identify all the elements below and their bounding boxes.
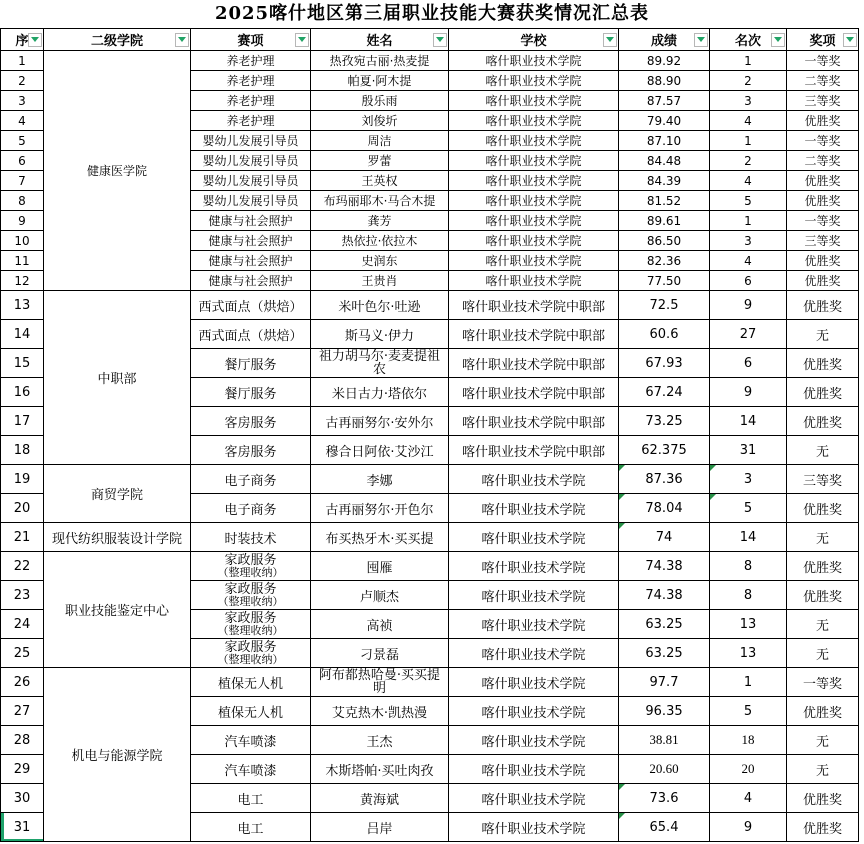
- column-header-label: 名次: [734, 34, 761, 49]
- column-header-college: [44, 29, 191, 51]
- cell-school[interactable]: 喀什职业技术学院: [449, 581, 619, 610]
- cell-event[interactable]: 婴幼儿发展引导员: [191, 151, 311, 171]
- number-stored-as-text-mark: [619, 465, 625, 471]
- number-stored-as-text-mark: [619, 813, 625, 819]
- cell-name[interactable]: 周洁: [311, 131, 449, 151]
- cell-row-number[interactable]: 12: [1, 271, 44, 291]
- cell-award[interactable]: 无: [787, 755, 859, 784]
- cell-name[interactable]: 刁景磊: [311, 639, 449, 668]
- cell-award[interactable]: 优胜奖: [787, 271, 859, 291]
- cell-school[interactable]: 喀什职业技术学院: [449, 465, 619, 494]
- cell-rank[interactable]: 8: [710, 581, 787, 610]
- cell-school[interactable]: 喀什职业技术学院: [449, 813, 619, 842]
- cell-rank[interactable]: 5: [710, 191, 787, 211]
- cell-school[interactable]: 喀什职业技术学院: [449, 755, 619, 784]
- cell-row-number[interactable]: 27: [1, 697, 44, 726]
- number-stored-as-text-mark: [619, 784, 625, 790]
- cell-event[interactable]: 西式面点（烘焙）: [191, 320, 311, 349]
- cell-award[interactable]: 二等奖: [787, 151, 859, 171]
- cell-event[interactable]: [191, 610, 311, 639]
- cell-name[interactable]: 热依拉·依拉木: [311, 231, 449, 251]
- cell-row-number[interactable]: 25: [1, 639, 44, 668]
- cell-score[interactable]: 67.93: [619, 349, 710, 378]
- cell-rank[interactable]: 4: [710, 111, 787, 131]
- cell-award[interactable]: 二等奖: [787, 71, 859, 91]
- cell-award[interactable]: 优胜奖: [787, 171, 859, 191]
- cell-row-number[interactable]: 19: [1, 465, 44, 494]
- cell-school[interactable]: 喀什职业技术学院: [449, 668, 619, 697]
- cell-school[interactable]: 喀什职业技术学院: [449, 111, 619, 131]
- cell-row-number[interactable]: 4: [1, 111, 44, 131]
- header-row: [1, 29, 859, 51]
- cell-event[interactable]: 婴幼儿发展引导员: [191, 131, 311, 151]
- cell-score[interactable]: 78.04: [619, 494, 710, 523]
- cell-score[interactable]: 87.36: [619, 465, 710, 494]
- column-header-label: 奖项: [809, 34, 836, 49]
- event-line1: 家政服务: [224, 582, 277, 597]
- event-line1: 家政服务: [224, 640, 277, 655]
- page-title: 2025喀什地区第三届职业技能大赛获奖情况汇总表: [214, 3, 650, 24]
- cell-event[interactable]: 婴幼儿发展引导员: [191, 171, 311, 191]
- cell-rank[interactable]: 1: [710, 131, 787, 151]
- cell-row-number[interactable]: 21: [1, 523, 44, 552]
- cell-event[interactable]: 养老护理: [191, 51, 311, 71]
- cell-rank[interactable]: 9: [710, 813, 787, 842]
- column-header-award: [787, 29, 859, 51]
- cell-award[interactable]: 优胜奖: [787, 111, 859, 131]
- cell-name[interactable]: 阿布都热哈曼·买买提明: [311, 668, 449, 697]
- cell-score[interactable]: 77.50: [619, 271, 710, 291]
- column-header-label: 序: [15, 34, 29, 49]
- event-line1: 家政服务: [224, 611, 277, 626]
- cell-event[interactable]: 客房服务: [191, 407, 311, 436]
- cell-award[interactable]: 无: [787, 523, 859, 552]
- cell-score[interactable]: 87.57: [619, 91, 710, 111]
- cell-rank[interactable]: 13: [710, 610, 787, 639]
- cell-rank[interactable]: 4: [710, 784, 787, 813]
- cell-score[interactable]: 88.90: [619, 71, 710, 91]
- column-header-event: [191, 29, 311, 51]
- cell-row-number[interactable]: 23: [1, 581, 44, 610]
- cell-score[interactable]: 89.61: [619, 211, 710, 231]
- event-line2: （整理收纳）: [217, 595, 284, 608]
- cell-name[interactable]: 祖力胡马尔·麦麦提祖农: [311, 349, 449, 378]
- filter-dropdown-icon: [846, 37, 854, 42]
- filter-button-name[interactable]: [433, 33, 447, 47]
- cell-award[interactable]: 优胜奖: [787, 697, 859, 726]
- cell-school[interactable]: 喀什职业技术学院: [449, 251, 619, 271]
- cell-rank[interactable]: 14: [710, 407, 787, 436]
- cell-school[interactable]: 喀什职业技术学院: [449, 523, 619, 552]
- cell-award[interactable]: 无: [787, 610, 859, 639]
- cell-award[interactable]: 优胜奖: [787, 552, 859, 581]
- cell-name[interactable]: 布玛丽耶木·马合木提: [311, 191, 449, 211]
- cell-score[interactable]: 73.25: [619, 407, 710, 436]
- column-header-name: [311, 29, 449, 51]
- cell-event[interactable]: 健康与社会照护: [191, 231, 311, 251]
- cell-score[interactable]: 63.25: [619, 610, 710, 639]
- filter-dropdown-icon: [436, 37, 444, 42]
- cell-row-number[interactable]: 14: [1, 320, 44, 349]
- cell-name[interactable]: 斯马义·伊力: [311, 320, 449, 349]
- cell-event[interactable]: 电工: [191, 813, 311, 842]
- column-header-score: [619, 29, 710, 51]
- cell-row-number[interactable]: 13: [1, 291, 44, 320]
- cell-name[interactable]: 王杰: [311, 726, 449, 755]
- awards-table: [0, 28, 859, 842]
- cell-rank[interactable]: 3: [710, 91, 787, 111]
- cell-row-number[interactable]: 26: [1, 668, 44, 697]
- cell-row-number[interactable]: 9: [1, 211, 44, 231]
- number-stored-as-text-mark: [619, 494, 625, 500]
- cell-row-number[interactable]: 8: [1, 191, 44, 211]
- cell-school[interactable]: 喀什职业技术学院: [449, 71, 619, 91]
- cell-rank[interactable]: 6: [710, 271, 787, 291]
- number-stored-as-text-mark: [710, 494, 716, 500]
- cell-name[interactable]: 热孜宛古丽·热麦提: [311, 51, 449, 71]
- cell-award[interactable]: 一等奖: [787, 51, 859, 71]
- cell-name[interactable]: 王英权: [311, 171, 449, 191]
- cell-score[interactable]: 65.4: [619, 813, 710, 842]
- cell-award[interactable]: 优胜奖: [787, 494, 859, 523]
- cell-event[interactable]: 餐厅服务: [191, 378, 311, 407]
- column-header-school: [449, 29, 619, 51]
- column-header-label: 成绩: [650, 34, 677, 49]
- cell-school[interactable]: 喀什职业技术学院中职部: [449, 436, 619, 465]
- cell-name[interactable]: 卢顺杰: [311, 581, 449, 610]
- cell-score[interactable]: 86.50: [619, 231, 710, 251]
- cell-award[interactable]: 一等奖: [787, 668, 859, 697]
- filter-dropdown-icon: [31, 37, 39, 42]
- cell-score[interactable]: 89.92: [619, 51, 710, 71]
- event-line2: （整理收纳）: [217, 653, 284, 666]
- cell-event[interactable]: 餐厅服务: [191, 349, 311, 378]
- cell-score[interactable]: 74.38: [619, 581, 710, 610]
- cell-event[interactable]: 健康与社会照护: [191, 271, 311, 291]
- cell-college[interactable]: 健康医学院: [44, 51, 191, 291]
- cell-award[interactable]: 三等奖: [787, 91, 859, 111]
- cell-rank[interactable]: 20: [710, 755, 787, 784]
- cell-name[interactable]: 刘俊圻: [311, 111, 449, 131]
- filter-dropdown-icon: [606, 37, 614, 42]
- cell-award[interactable]: 优胜奖: [787, 378, 859, 407]
- number-stored-as-text-mark: [710, 465, 716, 471]
- cell-event[interactable]: 电子商务: [191, 465, 311, 494]
- cell-row-number[interactable]: 18: [1, 436, 44, 465]
- cell-row-number[interactable]: 1: [1, 51, 44, 71]
- cell-row-number[interactable]: 20: [1, 494, 44, 523]
- cell-rank[interactable]: 27: [710, 320, 787, 349]
- cell-score[interactable]: 74.38: [619, 552, 710, 581]
- cell-school[interactable]: 喀什职业技术学院: [449, 211, 619, 231]
- cell-row-number[interactable]: 24: [1, 610, 44, 639]
- filter-button-score[interactable]: [694, 33, 708, 47]
- cell-row-number[interactable]: 31: [1, 813, 44, 842]
- cell-row-number[interactable]: 22: [1, 552, 44, 581]
- cell-score[interactable]: 67.24: [619, 378, 710, 407]
- cell-name[interactable]: 李娜: [311, 465, 449, 494]
- cell-name[interactable]: 米叶色尔·吐逊: [311, 291, 449, 320]
- cell-name[interactable]: 古再丽努尔·安外尔: [311, 407, 449, 436]
- cell-school[interactable]: 喀什职业技术学院中职部: [449, 378, 619, 407]
- table-row: [1, 552, 859, 581]
- cell-event[interactable]: 婴幼儿发展引导员: [191, 191, 311, 211]
- filter-button-no[interactable]: [28, 33, 42, 47]
- cell-event[interactable]: 植保无人机: [191, 697, 311, 726]
- cell-rank[interactable]: 2: [710, 151, 787, 171]
- cell-event[interactable]: 养老护理: [191, 91, 311, 111]
- cell-school[interactable]: 喀什职业技术学院: [449, 494, 619, 523]
- cell-award[interactable]: 优胜奖: [787, 407, 859, 436]
- cell-event[interactable]: 养老护理: [191, 111, 311, 131]
- cell-rank[interactable]: 3: [710, 465, 787, 494]
- cell-rank[interactable]: 1: [710, 668, 787, 697]
- cell-name[interactable]: 艾克热木·凯热漫: [311, 697, 449, 726]
- cell-rank[interactable]: 14: [710, 523, 787, 552]
- cell-score[interactable]: 79.40: [619, 111, 710, 131]
- table-row: [1, 291, 859, 320]
- cell-rank[interactable]: 9: [710, 291, 787, 320]
- cell-row-number[interactable]: 3: [1, 91, 44, 111]
- cell-row-number[interactable]: 2: [1, 71, 44, 91]
- column-header-label: 赛项: [237, 34, 264, 49]
- cell-rank[interactable]: 4: [710, 171, 787, 191]
- cell-row-number[interactable]: 10: [1, 231, 44, 251]
- filter-button-rank[interactable]: [771, 33, 785, 47]
- cell-score[interactable]: 20.60: [619, 755, 710, 784]
- cell-event[interactable]: 养老护理: [191, 71, 311, 91]
- cell-school[interactable]: 喀什职业技术学院: [449, 639, 619, 668]
- cell-school[interactable]: 喀什职业技术学院: [449, 131, 619, 151]
- cell-rank[interactable]: 18: [710, 726, 787, 755]
- cell-score[interactable]: 38.81: [619, 726, 710, 755]
- cell-event[interactable]: 健康与社会照护: [191, 251, 311, 271]
- cell-score[interactable]: 87.10: [619, 131, 710, 151]
- cell-rank[interactable]: 13: [710, 639, 787, 668]
- cell-college[interactable]: 职业技能鉴定中心: [44, 552, 191, 668]
- cell-school[interactable]: 喀什职业技术学院中职部: [449, 349, 619, 378]
- cell-row-number[interactable]: 15: [1, 349, 44, 378]
- cell-name[interactable]: 米日古力·塔依尔: [311, 378, 449, 407]
- cell-name[interactable]: 囤雁: [311, 552, 449, 581]
- cell-award[interactable]: 优胜奖: [787, 784, 859, 813]
- cell-award[interactable]: 三等奖: [787, 465, 859, 494]
- cell-event[interactable]: [191, 581, 311, 610]
- cell-event[interactable]: 客房服务: [191, 436, 311, 465]
- cell-event[interactable]: [191, 639, 311, 668]
- cell-rank[interactable]: 9: [710, 378, 787, 407]
- column-header-label: 二级学院: [90, 34, 143, 49]
- cell-score[interactable]: 72.5: [619, 291, 710, 320]
- cell-name[interactable]: 布买热牙木·买买提: [311, 523, 449, 552]
- cell-college[interactable]: 商贸学院: [44, 465, 191, 523]
- cell-name[interactable]: 木斯塔帕·买吐肉孜: [311, 755, 449, 784]
- cell-school[interactable]: 喀什职业技术学院: [449, 552, 619, 581]
- cell-row-number[interactable]: 7: [1, 171, 44, 191]
- cell-school[interactable]: 喀什职业技术学院: [449, 271, 619, 291]
- cell-event[interactable]: 汽车喷漆: [191, 755, 311, 784]
- cell-score[interactable]: 97.7: [619, 668, 710, 697]
- cell-rank[interactable]: 31: [710, 436, 787, 465]
- cell-score[interactable]: 84.48: [619, 151, 710, 171]
- cell-college[interactable]: 中职部: [44, 291, 191, 465]
- cell-event[interactable]: 时装技术: [191, 523, 311, 552]
- filter-button-event[interactable]: [295, 33, 309, 47]
- cell-college[interactable]: 现代纺织服装设计学院: [44, 523, 191, 552]
- cell-name[interactable]: 王贵肖: [311, 271, 449, 291]
- cell-row-number[interactable]: 28: [1, 726, 44, 755]
- cell-award[interactable]: 无: [787, 436, 859, 465]
- cell-event[interactable]: [191, 552, 311, 581]
- cell-name[interactable]: 殷乐雨: [311, 91, 449, 111]
- cell-rank[interactable]: 5: [710, 697, 787, 726]
- cell-name[interactable]: 古再丽努尔·开色尔: [311, 494, 449, 523]
- cell-award[interactable]: 优胜奖: [787, 251, 859, 271]
- cell-row-number[interactable]: 29: [1, 755, 44, 784]
- cell-name[interactable]: 罗蕾: [311, 151, 449, 171]
- cell-name[interactable]: 吕岸: [311, 813, 449, 842]
- cell-rank[interactable]: 4: [710, 251, 787, 271]
- cell-name[interactable]: 黄海斌: [311, 784, 449, 813]
- cell-award[interactable]: 无: [787, 726, 859, 755]
- cell-row-number[interactable]: 11: [1, 251, 44, 271]
- cell-school[interactable]: 喀什职业技术学院: [449, 171, 619, 191]
- column-header-label: 学校: [520, 34, 547, 49]
- cell-school[interactable]: 喀什职业技术学院中职部: [449, 320, 619, 349]
- cell-rank[interactable]: 1: [710, 211, 787, 231]
- table-row: [1, 523, 859, 552]
- cell-score[interactable]: 73.6: [619, 784, 710, 813]
- cell-row-number[interactable]: 16: [1, 378, 44, 407]
- cell-name[interactable]: 高祯: [311, 610, 449, 639]
- cell-award[interactable]: 一等奖: [787, 131, 859, 151]
- table-row: [1, 465, 859, 494]
- cell-score[interactable]: 81.52: [619, 191, 710, 211]
- filter-dropdown-icon: [298, 37, 306, 42]
- cell-award[interactable]: 优胜奖: [787, 291, 859, 320]
- cell-award[interactable]: 无: [787, 320, 859, 349]
- cell-school[interactable]: 喀什职业技术学院: [449, 697, 619, 726]
- cell-name[interactable]: 龚芳: [311, 211, 449, 231]
- filter-dropdown-icon: [697, 37, 705, 42]
- filter-dropdown-icon: [774, 37, 782, 42]
- cell-event[interactable]: 电子商务: [191, 494, 311, 523]
- cell-rank[interactable]: 8: [710, 552, 787, 581]
- cell-row-number[interactable]: 6: [1, 151, 44, 171]
- cell-score[interactable]: 82.36: [619, 251, 710, 271]
- cell-name[interactable]: 帕夏·阿木提: [311, 71, 449, 91]
- cell-school[interactable]: 喀什职业技术学院中职部: [449, 291, 619, 320]
- cell-rank[interactable]: 1: [710, 51, 787, 71]
- cell-rank[interactable]: 5: [710, 494, 787, 523]
- cell-rank[interactable]: 3: [710, 231, 787, 251]
- cell-score[interactable]: 63.25: [619, 639, 710, 668]
- cell-event[interactable]: 植保无人机: [191, 668, 311, 697]
- cell-school[interactable]: 喀什职业技术学院: [449, 51, 619, 71]
- cell-row-number[interactable]: 30: [1, 784, 44, 813]
- cell-school[interactable]: 喀什职业技术学院: [449, 191, 619, 211]
- filter-button-college[interactable]: [175, 33, 189, 47]
- cell-school[interactable]: 喀什职业技术学院: [449, 231, 619, 251]
- cell-event[interactable]: 汽车喷漆: [191, 726, 311, 755]
- cell-award[interactable]: 优胜奖: [787, 813, 859, 842]
- cell-row-number[interactable]: 17: [1, 407, 44, 436]
- cell-event[interactable]: 健康与社会照护: [191, 211, 311, 231]
- event-line2: （整理收纳）: [217, 624, 284, 637]
- cell-row-number[interactable]: 5: [1, 131, 44, 151]
- table-row: [1, 51, 859, 71]
- cell-award[interactable]: 无: [787, 639, 859, 668]
- event-line1: 家政服务: [224, 553, 277, 568]
- column-header-no: [1, 29, 44, 51]
- cell-event[interactable]: 西式面点（烘焙）: [191, 291, 311, 320]
- event-line2: （整理收纳）: [217, 566, 284, 579]
- cell-school[interactable]: 喀什职业技术学院: [449, 784, 619, 813]
- cell-award[interactable]: 优胜奖: [787, 581, 859, 610]
- cell-rank[interactable]: 2: [710, 71, 787, 91]
- number-stored-as-text-mark: [619, 523, 625, 529]
- cell-score[interactable]: 84.39: [619, 171, 710, 191]
- table-row: [1, 668, 859, 697]
- cell-score[interactable]: 96.35: [619, 697, 710, 726]
- cell-score[interactable]: 60.6: [619, 320, 710, 349]
- cell-rank[interactable]: 6: [710, 349, 787, 378]
- cell-school[interactable]: 喀什职业技术学院中职部: [449, 407, 619, 436]
- filter-button-school[interactable]: [603, 33, 617, 47]
- filter-dropdown-icon: [178, 37, 186, 42]
- cell-award[interactable]: 优胜奖: [787, 191, 859, 211]
- cell-name[interactable]: 穆合日阿依·艾沙江: [311, 436, 449, 465]
- column-header-rank: [710, 29, 787, 51]
- cell-award[interactable]: 优胜奖: [787, 349, 859, 378]
- filter-button-award[interactable]: [843, 33, 857, 47]
- cell-score[interactable]: 62.375: [619, 436, 710, 465]
- column-header-label: 姓名: [366, 34, 393, 49]
- cell-award[interactable]: 一等奖: [787, 211, 859, 231]
- cell-school[interactable]: 喀什职业技术学院: [449, 151, 619, 171]
- cell-event[interactable]: 电工: [191, 784, 311, 813]
- cell-award[interactable]: 三等奖: [787, 231, 859, 251]
- cell-score[interactable]: 74: [619, 523, 710, 552]
- cell-school[interactable]: 喀什职业技术学院: [449, 726, 619, 755]
- cell-school[interactable]: 喀什职业技术学院: [449, 91, 619, 111]
- cell-college[interactable]: 机电与能源学院: [44, 668, 191, 842]
- cell-name[interactable]: 史润东: [311, 251, 449, 271]
- cell-school[interactable]: 喀什职业技术学院: [449, 610, 619, 639]
